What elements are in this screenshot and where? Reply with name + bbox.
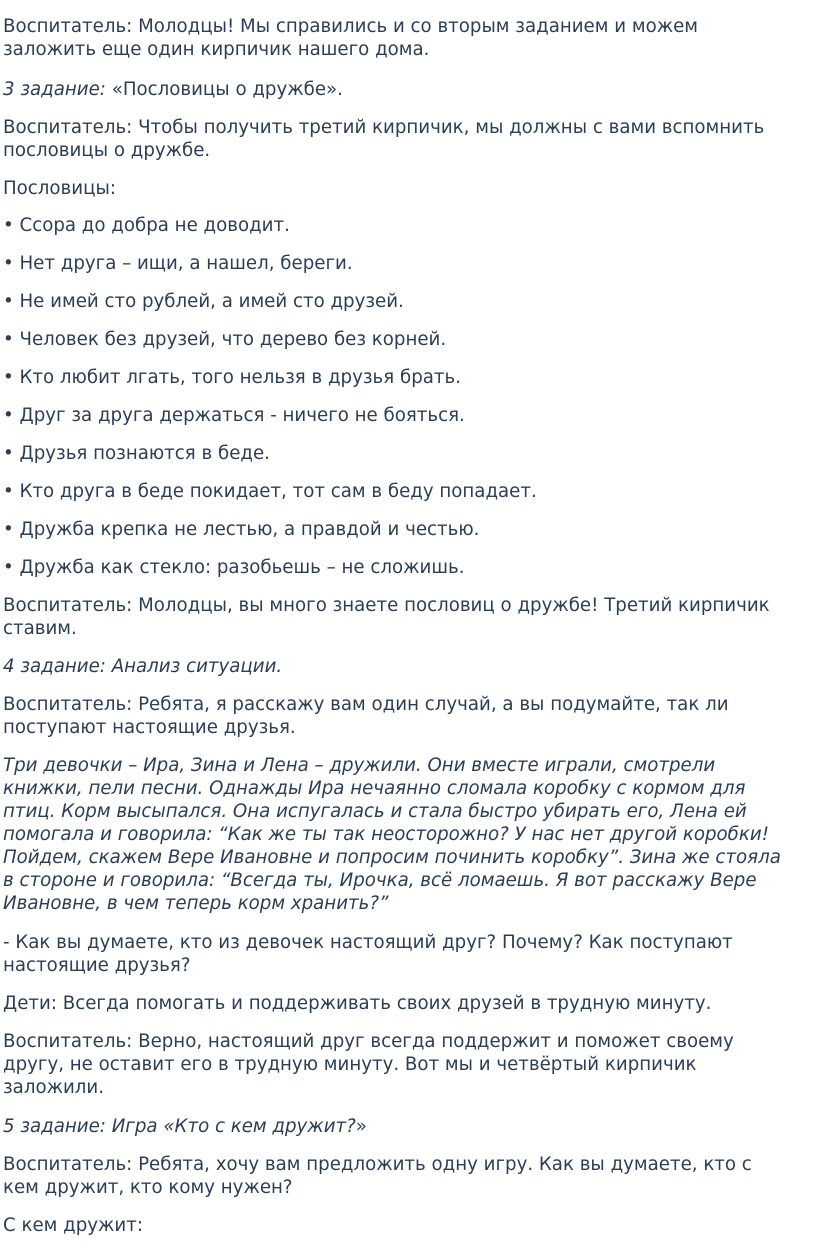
- paragraph-teacher-conclusion: Воспитатель: Верно, настоящий друг всегда поддержит и поможет своему другу, не оставит его в трудную минуту. Вот мы и четвёртый кирпичик заложили.: [3, 1031, 734, 1098]
- paragraph-teacher-game-intro: Воспитатель: Ребята, хочу вам предложить одну игру. Как вы думаете, кто с кем дружит, кто кому нужен?: [3, 1154, 752, 1198]
- proverbs-label: Пословицы:: [3, 178, 116, 199]
- paragraph-teacher-praise-1: Воспитатель: Молодцы! Мы справились и со вторым заданием и можем заложить еще один кирпичик нашего дома.: [3, 16, 698, 60]
- proverb-item: • Дружба как стекло: разобьешь – не сложишь.: [3, 557, 465, 578]
- proverb-item: • Друг за друга держаться - ничего не бояться.: [3, 405, 465, 426]
- proverb-item: • Кто друга в беде покидает, тот сам в беду попадает.: [3, 481, 537, 502]
- task-3-title: «Пословицы о дружбе».: [105, 79, 343, 100]
- task-3-label: 3 задание:: [3, 79, 106, 100]
- proverb-item: • Человек без друзей, что дерево без корней.: [3, 329, 447, 350]
- proverb-item: • Дружба крепка не лестью, а правдой и честью.: [3, 519, 480, 540]
- paragraph-question: - Как вы думаете, кто из девочек настоящий друг? Почему? Как поступают настоящие друзья?: [3, 932, 733, 976]
- paragraph-teacher-proverbs-intro: Воспитатель: Чтобы получить третий кирпичик, мы должны с вами вспомнить пословицы о дружбе.: [3, 117, 765, 161]
- paragraph-teacher-praise-2: Воспитатель: Молодцы, вы много знаете пословиц о дружбе! Третий кирпичик ставим.: [3, 595, 770, 639]
- proverb-item: • Друзья познаются в беде.: [3, 443, 270, 464]
- task-5-closing-quote: »: [355, 1116, 367, 1137]
- proverb-item: • Ссора до добра не доводит.: [3, 215, 290, 236]
- story-paragraph: Три девочки – Ира, Зина и Лена – дружили. Они вместе играли, смотрели книжки, пели песни. Однажды Ира нечаянно сломала коробку с кормом для птиц. Корм высыпался. Она испугалась и стала быстро убирать его, Лена ей помогала и говорила: “Как же ты так неосторожно? У нас нет другой коробки! Пойдем, скажем Вере Ивановне и попросим починить коробку”. Зина же стояла в стороне и говорила: “Всегда ты, Ирочка, всё ломаешь. Я вот расскажу Вере Ивановне, в чем теперь корм хранить?”: [3, 755, 781, 914]
- task-3-heading: [3, 78, 810, 101]
- proverb-item: • Нет друга – ищи, а нашел, береги.: [3, 253, 353, 274]
- task-5-heading: [3, 1115, 810, 1138]
- paragraph-who-is-friends: С кем дружит:: [3, 1215, 143, 1236]
- proverb-item: • Кто любит лгать, того нельзя в друзья брать.: [3, 367, 461, 388]
- proverb-item: • Не имей сто рублей, а имей сто друзей.: [3, 291, 404, 312]
- paragraph-teacher-story-intro: Воспитатель: Ребята, я расскажу вам один случай, а вы подумайте, так ли поступают настоящие друзья.: [3, 694, 729, 738]
- task-5-title: 5 задание: Игра «Кто с кем дружит?: [3, 1116, 356, 1137]
- paragraph-children-answer: Дети: Всегда помогать и поддерживать своих друзей в трудную минуту.: [3, 993, 712, 1014]
- task-4-heading: 4 задание: Анализ ситуации.: [3, 656, 283, 677]
